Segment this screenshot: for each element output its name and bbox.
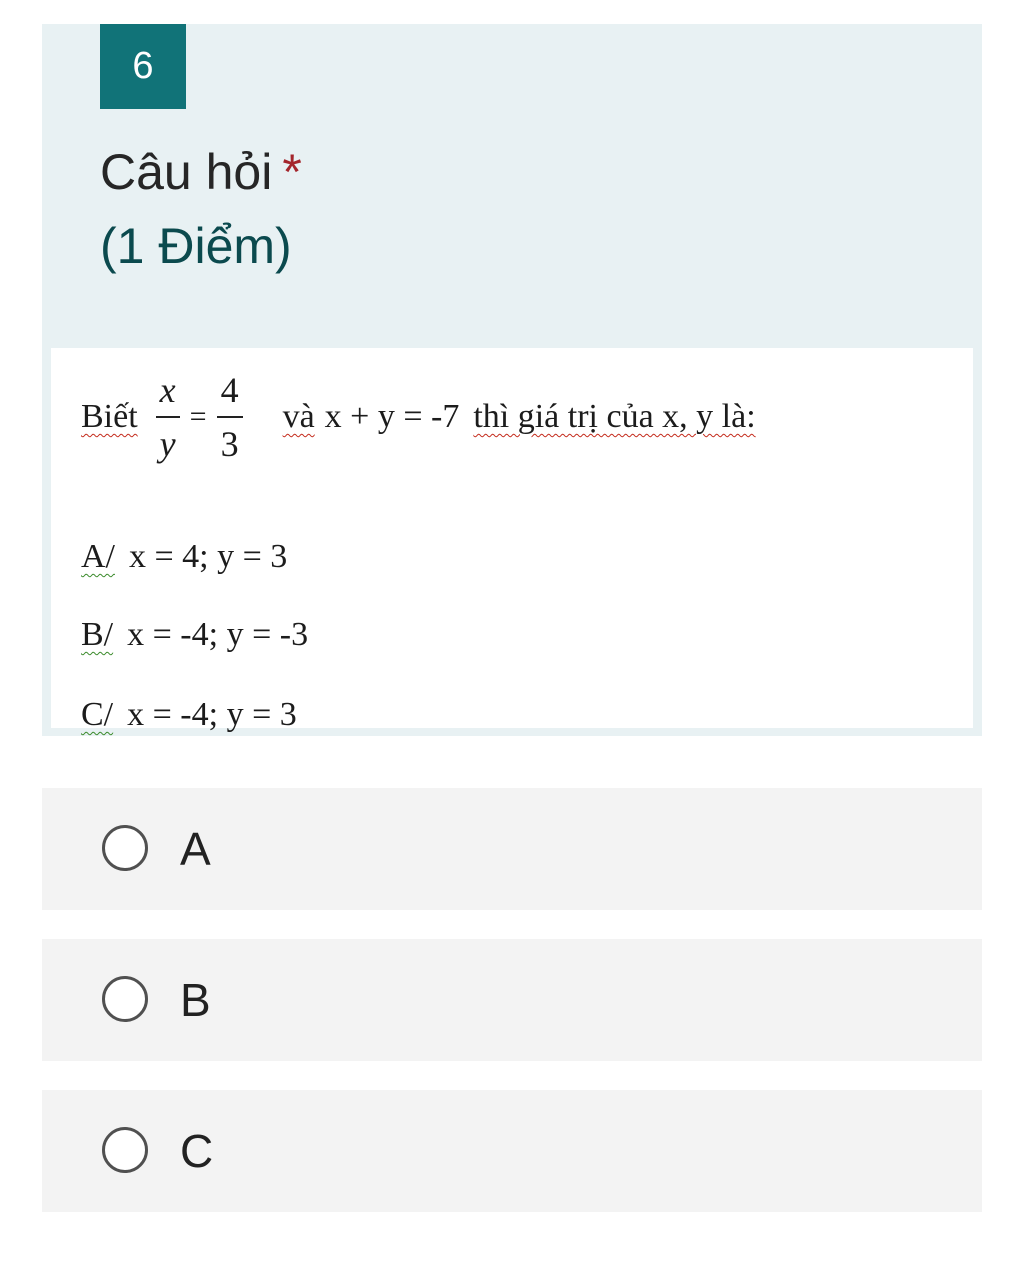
question-card xyxy=(42,24,982,736)
stem-prefix: Biết xyxy=(81,398,138,435)
question-image xyxy=(51,348,973,733)
required-star: * xyxy=(282,144,302,200)
fraction-x-over-y xyxy=(156,372,180,462)
choice-text: x = 4; y = 3 xyxy=(129,538,288,575)
question-stem xyxy=(81,372,756,462)
fraction-denominator: y xyxy=(159,424,176,464)
fraction-bar xyxy=(156,416,180,418)
answer-option-a[interactable] xyxy=(42,788,982,910)
question-points: (1 Điểm) xyxy=(100,218,292,274)
fraction-numerator: 4 xyxy=(220,370,239,410)
question-title xyxy=(100,140,302,205)
answer-option-b[interactable] xyxy=(42,939,982,1061)
choice-text: x = -4; y = -3 xyxy=(127,616,309,653)
equals-sign: = xyxy=(189,400,207,433)
choice-label: C/ xyxy=(81,696,114,733)
fraction-4-over-3 xyxy=(217,372,243,462)
choice-label: B/ xyxy=(81,616,114,653)
choice-line xyxy=(81,538,287,576)
stem-equation: x + y = -7 xyxy=(324,398,460,435)
option-label: C xyxy=(180,1125,214,1177)
radio-button[interactable] xyxy=(102,1127,148,1173)
stem-and: và xyxy=(282,398,315,435)
question-title-text: Câu hỏi xyxy=(100,144,273,200)
choice-line xyxy=(81,696,297,734)
option-label: A xyxy=(180,823,211,875)
fraction-bar xyxy=(217,416,243,418)
fraction-denominator: 3 xyxy=(220,424,239,464)
choice-line xyxy=(81,616,308,654)
choice-text: x = -4; y = 3 xyxy=(127,696,297,733)
choice-label: A/ xyxy=(81,538,115,575)
radio-button[interactable] xyxy=(102,825,148,871)
option-label: B xyxy=(180,974,211,1026)
question-number-badge: 6 xyxy=(100,24,186,109)
fraction-numerator: x xyxy=(159,370,176,410)
answer-option-c[interactable] xyxy=(42,1090,982,1212)
radio-button[interactable] xyxy=(102,976,148,1022)
stem-rest: thì giá trị của x, y là: xyxy=(473,398,756,435)
